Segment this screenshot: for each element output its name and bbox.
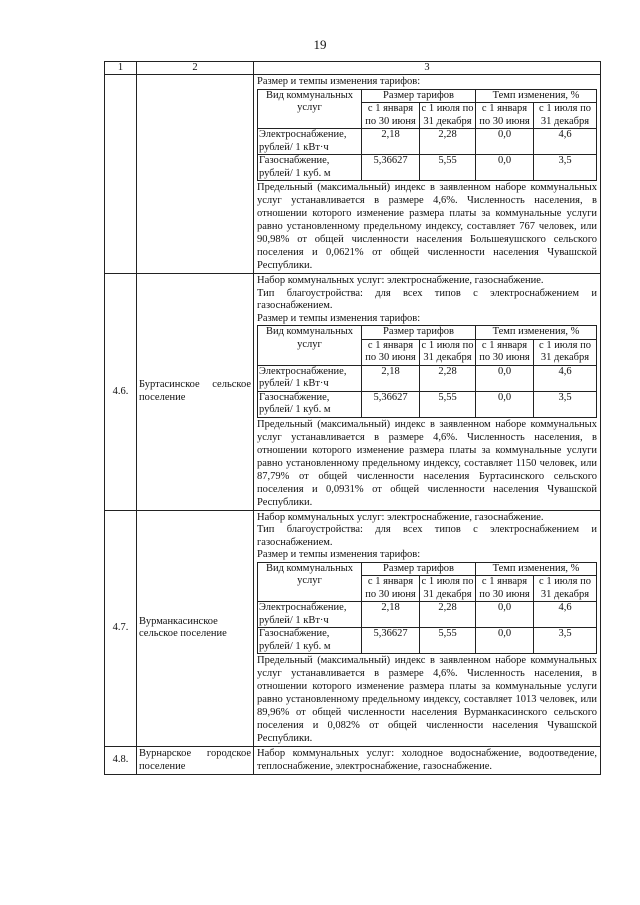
rate-value: 0,0 <box>476 129 534 155</box>
tariff-value: 2,18 <box>362 129 420 155</box>
rate-value: 0,0 <box>476 155 534 181</box>
index-paragraph: Предельный (максимальный) индекс в заявленном наборе коммунальных услуг устанавливается в размере 4,6%. Численность населения, в отношении которого изменение размера платы за коммунальные услуги равно установленному предельному индексу, составляет 1150 человек, или 87,79% от общей численности населения Буртасинского сельского поселения и 0,0931% от общей численности населения Чувашской Республики. <box>257 418 597 508</box>
header-tariff-size: Размер тарифов <box>362 326 476 340</box>
column-number-row <box>105 62 601 75</box>
period-jan-jun: с 1 января по 30 июня <box>476 103 534 129</box>
service-gas: Газоснабжение, рублей/ 1 куб. м <box>258 391 362 417</box>
settlement-name: Буртасинское сельское поселение <box>137 274 254 511</box>
row-content <box>254 274 601 511</box>
tariff-table <box>257 325 597 418</box>
table-row <box>105 510 601 747</box>
header-change-rate: Темп изменения, % <box>476 326 597 340</box>
row-content <box>254 510 601 747</box>
table-row <box>105 274 601 511</box>
row-number: 4.6. <box>105 274 137 511</box>
settlement-name <box>137 75 254 274</box>
rate-value: 0,0 <box>476 365 534 391</box>
rate-value: 4,6 <box>534 129 597 155</box>
row-number <box>105 75 137 274</box>
period-jan-jun: с 1 января по 30 июня <box>362 339 420 365</box>
tariff-heading: Размер и темпы изменения тарифов: <box>257 549 421 560</box>
period-jan-jun: с 1 января по 30 июня <box>476 339 534 365</box>
period-jul-dec: с 1 июля по 31 декабря <box>420 103 476 129</box>
tariff-heading: Размер и темпы изменения тарифов: <box>257 76 421 87</box>
service-electricity: Электроснабжение, рублей/ 1 кВт·ч <box>258 602 362 628</box>
tariff-value: 2,28 <box>420 129 476 155</box>
amenity-type-line: Тип благоустройства: для всех типов с электроснабжением и газоснабжением. <box>257 524 597 548</box>
row-number: 4.8. <box>105 747 137 775</box>
service-gas: Газоснабжение, рублей/ 1 куб. м <box>258 628 362 654</box>
page-number: 19 <box>313 37 327 52</box>
index-paragraph: Предельный (максимальный) индекс в заявленном наборе коммунальных услуг устанавливается в размере 4,6%. Численность населения, в отношении которого изменение размера платы за коммунальные услуги равно установленному предельному индексу, составляет 1013 человек, или 89,96% от общей численности населения Вурманкасинского сельского поселения и 0,082% от общей численности населения Чувашской Республики. <box>257 655 597 744</box>
header-change-rate: Темп изменения, % <box>476 89 597 103</box>
rate-value: 4,6 <box>534 602 597 628</box>
column-number-1: 1 <box>105 62 137 75</box>
tariff-value: 5,55 <box>420 391 476 417</box>
tariff-value: 5,55 <box>420 155 476 181</box>
tariff-value: 2,28 <box>420 365 476 391</box>
tariff-value: 2,28 <box>420 602 476 628</box>
header-tariff-size: Размер тарифов <box>362 89 476 103</box>
services-set-line: Набор коммунальных услуг: электроснабжение, газоснабжение. <box>257 275 544 286</box>
header-tariff-size: Размер тарифов <box>362 562 476 576</box>
tariff-value: 5,36627 <box>362 391 420 417</box>
tariff-value: 5,36627 <box>362 628 420 654</box>
tariff-table <box>257 89 597 182</box>
period-jan-jun: с 1 января по 30 июня <box>362 103 420 129</box>
rate-value: 0,0 <box>476 602 534 628</box>
row-content <box>254 747 601 775</box>
period-jul-dec: с 1 июля по 31 декабря <box>534 576 597 602</box>
rate-value: 3,5 <box>534 628 597 654</box>
tariff-value: 5,36627 <box>362 155 420 181</box>
tariff-value: 5,55 <box>420 628 476 654</box>
tariff-value: 2,18 <box>362 365 420 391</box>
amenity-type-line: Тип благоустройства: для всех типов с электроснабжением и газоснабжением. <box>257 287 597 311</box>
settlement-name: Вурнарское городское поселение <box>137 747 254 775</box>
period-jul-dec: с 1 июля по 31 декабря <box>420 576 476 602</box>
column-number-3: 3 <box>254 62 601 75</box>
table-row <box>105 75 601 274</box>
service-gas: Газоснабжение, рублей/ 1 куб. м <box>258 155 362 181</box>
period-jul-dec: с 1 июля по 31 декабря <box>534 339 597 365</box>
header-change-rate: Темп изменения, % <box>476 562 597 576</box>
rate-value: 4,6 <box>534 365 597 391</box>
services-set-line: Набор коммунальных услуг: холодное водоснабжение, водоотведение, теплоснабжение, электроснабжение, газоснабжение. <box>257 748 597 772</box>
rate-value: 3,5 <box>534 155 597 181</box>
service-electricity: Электроснабжение, рублей/ 1 кВт·ч <box>258 129 362 155</box>
tariff-heading: Размер и темпы изменения тарифов: <box>257 312 421 324</box>
tariff-table <box>257 562 597 655</box>
header-service-type: Вид коммунальных услуг <box>258 562 362 602</box>
header-service-type: Вид коммунальных услуг <box>258 89 362 129</box>
rate-value: 3,5 <box>534 391 597 417</box>
index-paragraph: Предельный (максимальный) индекс в заявленном наборе коммунальных услуг устанавливается в размере 4,6%. Численность населения, в отношении которого изменение размера платы за коммунальные услуги равно установленному предельному индексу, составляет 767 человек, или 90,98% от общей численности населения Большеяушского сельского поселения и 0,0621% от общей численности населения Чувашской Республики. <box>257 182 597 271</box>
tariff-value: 2,18 <box>362 602 420 628</box>
period-jan-jun: с 1 января по 30 июня <box>476 576 534 602</box>
service-electricity: Электроснабжение, рублей/ 1 кВт·ч <box>258 365 362 391</box>
services-set-line: Набор коммунальных услуг: электроснабжение, газоснабжение. <box>257 511 544 523</box>
tariff-document-table <box>104 61 601 775</box>
row-number: 4.7. <box>105 510 137 747</box>
column-number-2: 2 <box>137 62 254 75</box>
settlement-name: Вурманкасинское сельское поселение <box>137 510 254 747</box>
period-jul-dec: с 1 июля по 31 декабря <box>420 339 476 365</box>
table-row <box>105 747 601 775</box>
rate-value: 0,0 <box>476 628 534 654</box>
row-content <box>254 75 601 274</box>
header-service-type: Вид коммунальных услуг <box>258 326 362 366</box>
period-jul-dec: с 1 июля по 31 декабря <box>534 103 597 129</box>
rate-value: 0,0 <box>476 391 534 417</box>
period-jan-jun: с 1 января по 30 июня <box>362 576 420 602</box>
